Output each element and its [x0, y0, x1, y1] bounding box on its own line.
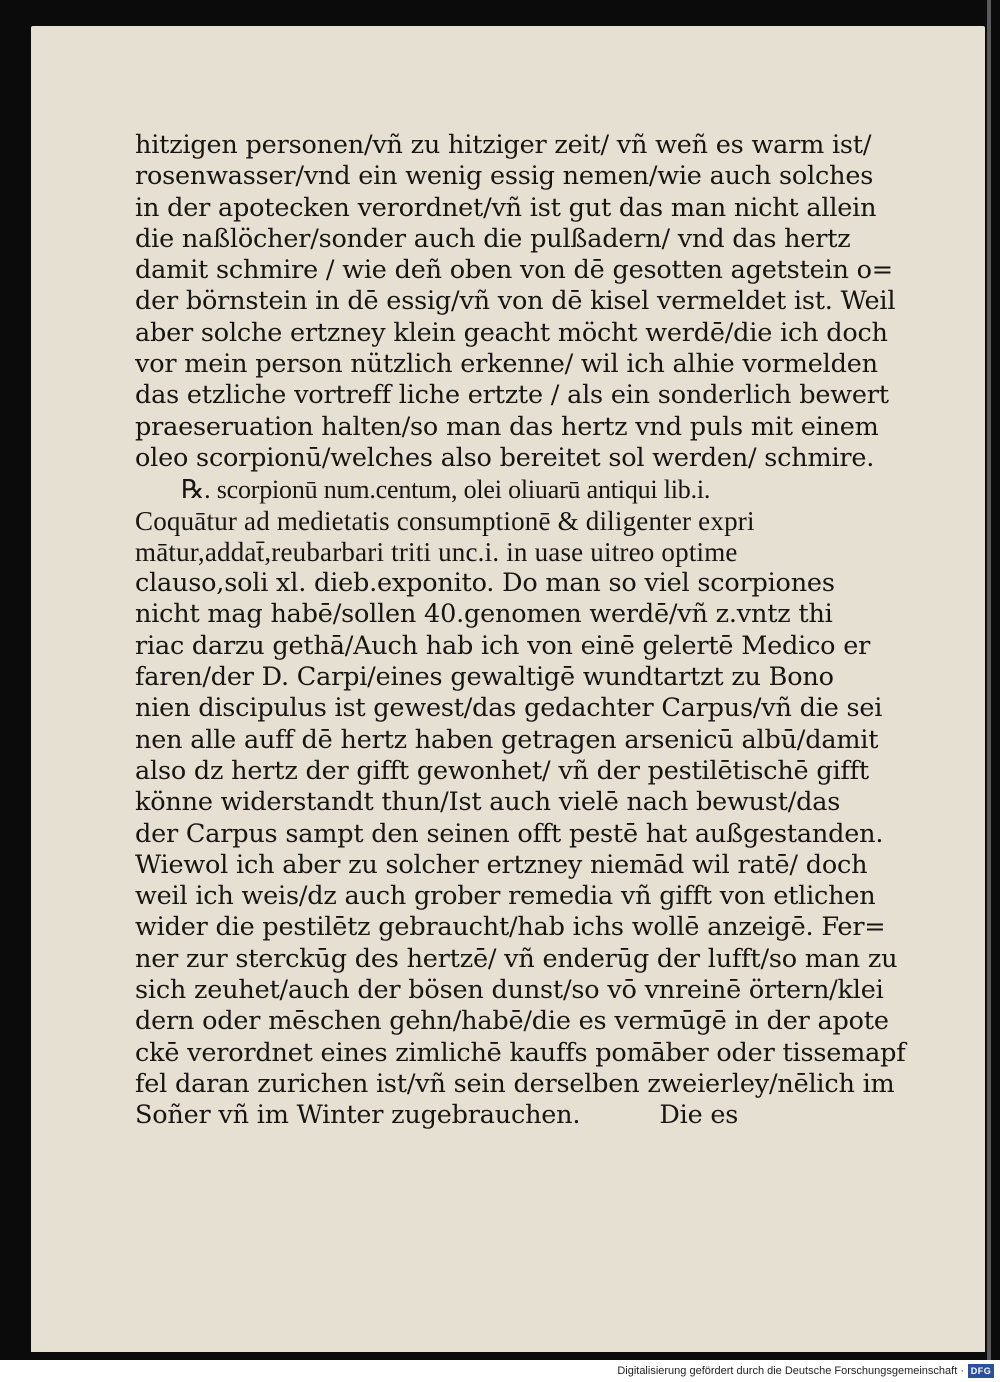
text-line: hitzigen personen/vñ zu hitziger zeit/ vñ weñ es warm ist/	[135, 130, 872, 160]
text-line: Soñer vñ im Winter zugebrauchen. Die es	[135, 1100, 739, 1131]
text-line: sich zeuhet/auch der bösen dunst/so vō vnreinē örtern/klei	[135, 975, 884, 1006]
funding-credit: Digitalisierung gefördert durch die Deutsche Forschungsgemeinschaft ·	[617, 1365, 964, 1377]
text-line: vor mein person nützlich erkenne/ wil ich alhie vormelden	[135, 349, 878, 380]
text-line: nen alle auff dē hertz haben getragen arsenicū albū/damit	[135, 724, 879, 755]
text-line: die naßlöcher/sonder auch die pulßadern/ vnd das hertz	[135, 223, 851, 254]
text-line: faren/der D. Carpi/eines gewaltigē wundtartzt zu Bono	[135, 662, 834, 693]
text-line: oleo scorpionū/welches also bereitet sol werden/ schmire.	[135, 442, 875, 473]
text-line: in der apotecken verordnet/vñ ist gut das man nicht allein	[135, 192, 877, 223]
text-line: aber solche ertzney klein geacht möcht werdē/die ich doch	[135, 317, 888, 348]
text-line: dern oder mēschen gehn/habē/die es vermūgē in der apote	[135, 1006, 889, 1037]
text-line: fel daran zurichen ist/vñ sein derselben zweierley/nēlich im	[135, 1068, 895, 1099]
dfg-logo: DFG	[968, 1364, 994, 1378]
text-line: clauso,soli xl. dieb.exponito. Do man so viel scorpiones	[135, 568, 835, 599]
text-line: nien discipulus ist gewest/das gedachter Carpus/vñ die sei	[135, 693, 883, 724]
text-line: rosenwasser/vnd ein wenig essig nemen/wie auch solches	[135, 161, 874, 192]
text-line: der Carpus sampt den seinen offt pestē hat außgestanden.	[135, 818, 884, 849]
text-line: Wiewol ich aber zu solcher ertzney niemād wil ratē/ doch	[135, 849, 868, 880]
text-line: wider die pestilētz gebraucht/hab ichs wollē anzeigē. Fer=	[135, 912, 886, 943]
recipe-line: ℞. scorpionū num.centum, olei oliuarū antiqui lib.i.	[181, 475, 711, 505]
page-edge-divider	[987, 0, 991, 1360]
latin-line: mātur,addat̄,reubarbari triti unc.i. in uase uitreo optime	[135, 536, 738, 567]
text-line: könne widerstandt thun/Ist auch vielē nach bewust/das	[135, 787, 841, 818]
text-line: der börnstein in dē essig/vñ von dē kisel vermeldet ist. Weil	[135, 286, 896, 317]
text-line: das etzliche vortreff liche ertzte / als ein sonderlich bewert	[135, 380, 889, 411]
text-line: damit schmire / wie deñ oben von dē gesotten agetstein o=	[135, 255, 893, 286]
latin-line: Coquātur ad medietatis consumptionē & diligenter expri	[135, 505, 755, 536]
text-line: praeseruation halten/so man das hertz vnd puls mit einem	[135, 411, 879, 442]
text-line: weil ich weis/dz auch grober remedia vñ gifft von etlichen	[135, 881, 876, 912]
footer-bar	[0, 1362, 1000, 1382]
text-line: also dz hertz der gifft gewonhet/ vñ der pestilētischē gifft	[135, 755, 869, 786]
text-line: riac darzu gethā/Auch hab ich von einē gelertē Medico er	[135, 630, 871, 661]
page-text	[135, 130, 945, 1132]
text-line: ckē verordnet eines zimlichē kauffs pomāber oder tissemapf	[135, 1037, 906, 1068]
text-line: nicht mag habē/sollen 40.genomen werdē/vñ z.vntz thi	[135, 599, 833, 630]
text-line: ner zur sterckūg des hertzē/ vñ enderūg der lufft/so man zu	[135, 943, 898, 974]
book-page	[31, 26, 985, 1352]
